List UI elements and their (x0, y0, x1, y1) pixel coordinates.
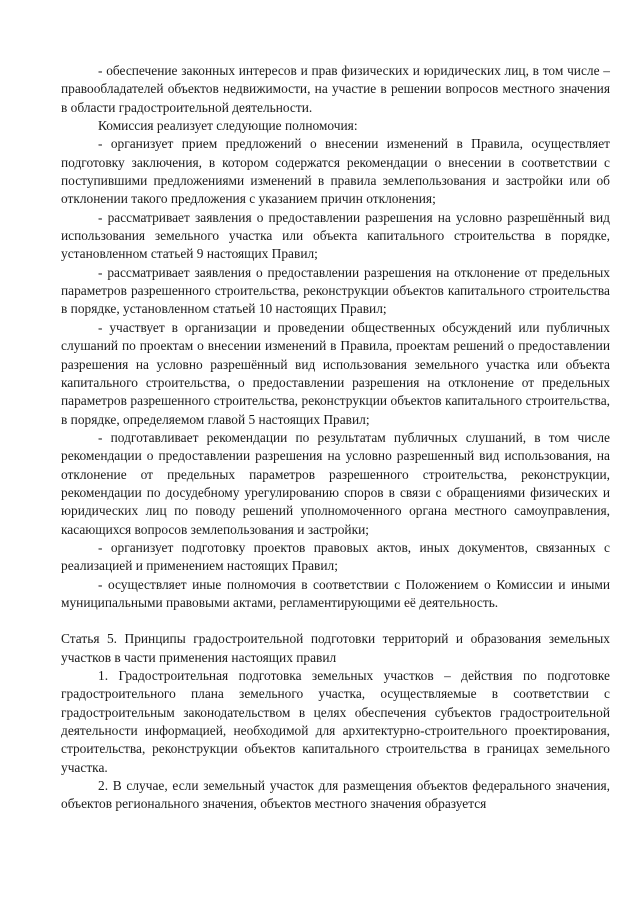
power-item-4: - участвует в организации и проведении общественных обсуждений или публичных слушаний по проектам о внесении изменений в Правила, проектам решений о предоставлении разрешения на условно разрешённый вид использования земельного участка или объекта капитального строительства, о предоставлении разрешения на отклонение от предельных параметров разрешенного строительства, реконструкции объектов капитального строительства, в порядке, определяемом главой 5 настоящих Правил; (61, 319, 610, 427)
power-item-6: - организует подготовку проектов правовых актов, иных документов, связанных с реализацией и применением настоящих Правил; (61, 539, 610, 574)
power-item-3: - рассматривает заявления о предоставлении разрешения на отклонение от предельных параметров разрешенного строительства, реконструкции объектов капитального строительства в порядке, установленном статьей 10 настоящих Правил; (61, 264, 610, 317)
document-page (61, 62, 610, 814)
article-heading: Статья 5. Принципы градостроительной подготовки территорий и образования земельных участков в части применения настоящих правил (61, 631, 610, 665)
power-item-7: - осуществляет иные полномочия в соответствии с Положением о Комиссии и иными муниципальными правовыми актами, регламентирующими её деятельность. (61, 576, 610, 610)
intro-paragraph: - обеспечение законных интересов и прав физических и юридических лиц, в том числе – правообладателей объектов недвижимости, на участие в решении вопросов местного значения в области градостроительной деятельности. (61, 63, 610, 115)
article-paragraph-1: 1. Градостроительная подготовка земельных участков – действия по подготовке градостроительного плана земельного участка, осуществляемые в соответствии с градостроительным законодательством в целях обеспечения субъектов градостроительной деятельности информацией, необходимой для архитектурно-строительного проектирования, строительства, реконструкции объектов капитального строительства в границах земельного участка. (61, 668, 610, 775)
power-item-1: - организует прием предложений о внесении изменений в Правила, осуществляет подготовку заключения, в котором содержатся рекомендации о внесении в соответствии с поступившими предложениями изменений в правила землепользования и застройки или об отклонении такого предложения с указанием причин отклонения; (61, 136, 610, 207)
powers-intro: Комиссия реализует следующие полномочия: (98, 118, 358, 134)
power-item-5: - подготавливает рекомендации по результатам публичных слушаний, в том числе рекомендации о предоставлении разрешения на условно разрешенный вид использования, на отклонение от предельных параметров разрешенного строительства, реконструкции, рекомендации по досудебному урегулированию споров в связи с обращениями физических и юридических лиц по поводу решений уполномоченного органа местного самоуправления, касающихся вопросов землепользования и застройки; (61, 429, 610, 537)
power-item-2: - рассматривает заявления о предоставлении разрешения на условно разрешённый вид использования земельного участка или объекта капитального строительства в порядке, установленном статьей 9 настоящих Правил; (61, 209, 610, 262)
article-paragraph-2: 2. В случае, если земельный участок для размещения объектов федерального значения, объектов регионального значения, объектов местного значения образуется (61, 778, 610, 812)
